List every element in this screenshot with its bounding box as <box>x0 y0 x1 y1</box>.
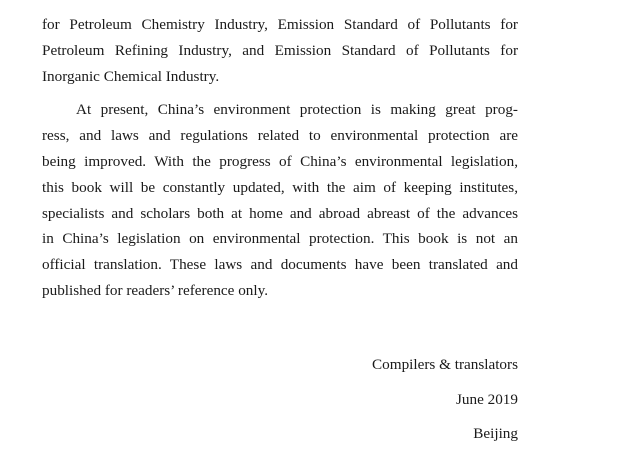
text-line: ress, and laws and regulations related to environmental protection are <box>42 127 518 145</box>
text-line: Petroleum Refining Industry, and Emission Standard of Pollutants for <box>42 41 518 59</box>
paragraph-spacer <box>42 89 518 97</box>
signature-date: June 2019 <box>455 391 518 408</box>
paragraph-at-present <box>42 97 518 303</box>
document-body <box>42 12 518 304</box>
text-line: in China’s legislation on environmental protection. This book is not an <box>42 230 518 248</box>
text-line: official translation. These laws and documents have been translated and <box>42 256 518 274</box>
signature-compilers: Compilers & translators <box>372 356 518 373</box>
text-line: this book will be constantly updated, with the aim of keeping institutes, <box>42 178 518 196</box>
text-line: published for readers’ reference only. <box>42 281 269 299</box>
text-line: At present, China’s environment protection is making great prog- <box>76 101 518 119</box>
text-line: specialists and scholars both at home and abroad abreast of the advances <box>42 204 518 222</box>
text-line: Inorganic Chemical Industry. <box>42 67 220 85</box>
signature-place: Beijing <box>473 425 518 442</box>
text-line: being improved. With the progress of China’s environmental legislation, <box>42 152 518 170</box>
paragraph-standards <box>42 12 518 89</box>
text-line: for Petroleum Chemistry Industry, Emission Standard of Pollutants for <box>42 16 518 33</box>
